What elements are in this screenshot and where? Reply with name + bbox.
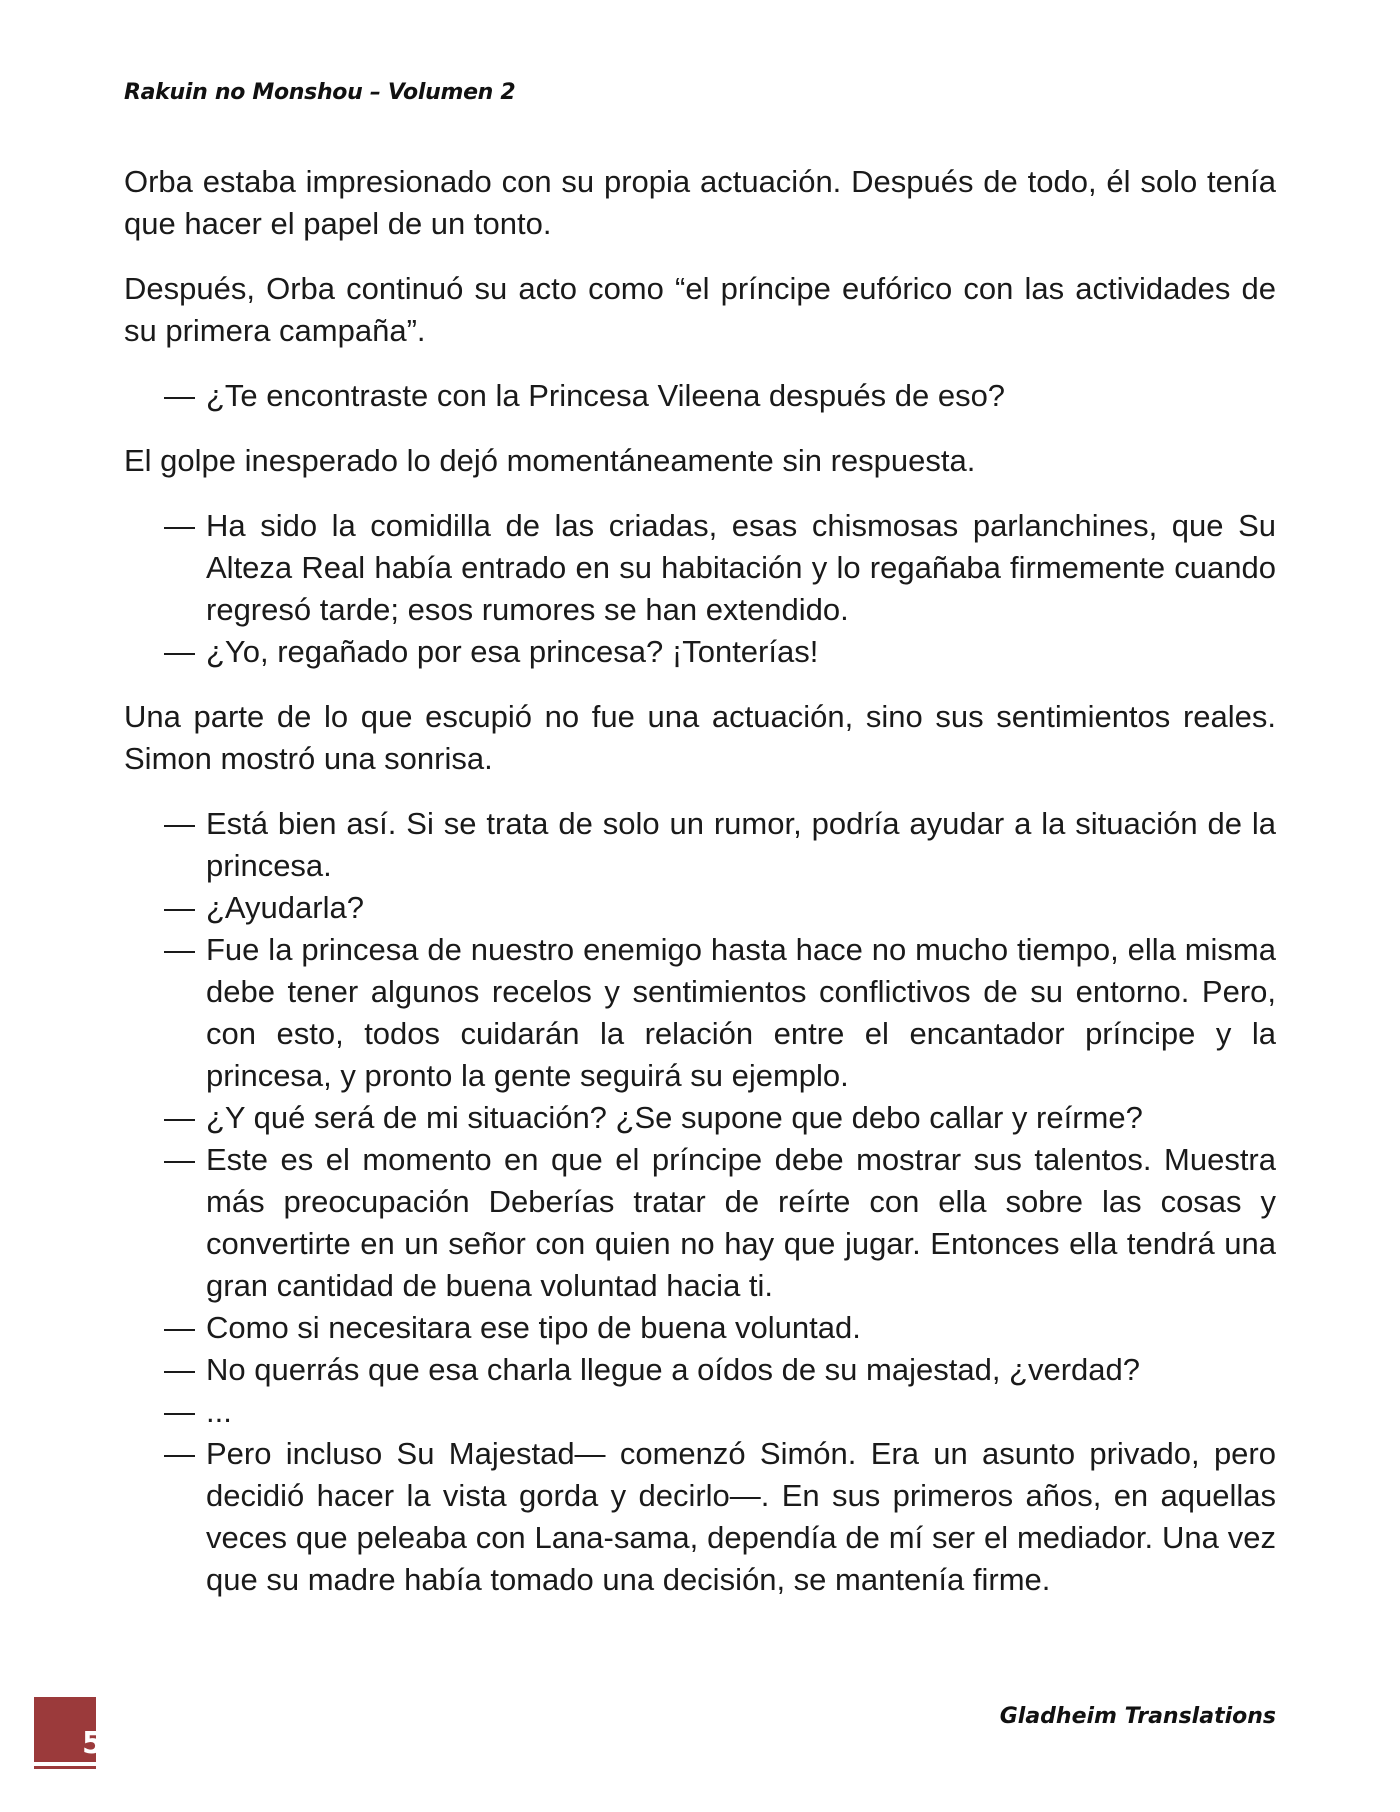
dialogue-group [124, 375, 1276, 417]
em-dash: — [164, 890, 195, 925]
dialogue-line [124, 929, 1276, 1097]
dialogue-text: Fue la princesa de nuestro enemigo hasta hace no mucho tiempo, ella misma debe tener algunos recelos y sentimientos conflictivos de su entorno. Pero, con esto, todos cuidarán la relación entre el encantador príncipe y la princesa, y pronto la gente seguirá su ejemplo. [206, 932, 1276, 1093]
dialogue-line [124, 1139, 1276, 1307]
paragraph: Orba estaba impresionado con su propia actuación. Después de todo, él solo tenía que hacer el papel de un tonto. [124, 164, 1276, 241]
em-dash: — [164, 1100, 195, 1135]
dialogue-line [124, 1433, 1276, 1601]
dialogue-line [124, 1097, 1276, 1139]
dialogue-line [124, 1307, 1276, 1349]
running-header-title: Rakuin no Monshou – Volumen 2 [124, 80, 516, 105]
dialogue-line [124, 631, 1276, 673]
em-dash: — [164, 1142, 195, 1177]
em-dash: — [164, 806, 195, 841]
paragraph: Una parte de lo que escupió no fue una actuación, sino sus sentimientos reales. Simon mostró una sonrisa. [124, 699, 1276, 776]
dialogue-text: ¿Y qué será de mi situación? ¿Se supone que debo callar y reírme? [206, 1100, 1143, 1135]
page-number: 5 [82, 1726, 103, 1761]
dialogue-line [124, 803, 1276, 887]
dialogue-text: Está bien así. Si se trata de solo un rumor, podría ayudar a la situación de la princesa. [206, 806, 1276, 883]
paragraph: El golpe inesperado lo dejó momentáneamente sin respuesta. [124, 443, 976, 478]
dialogue-text: No querrás que esa charla llegue a oídos de su majestad, ¿verdad? [206, 1352, 1141, 1387]
dialogue-text: ¿Yo, regañado por esa princesa? ¡Tonterías! [206, 634, 819, 669]
dialogue-text: Como si necesitara ese tipo de buena voluntad. [206, 1310, 861, 1345]
dialogue-line [124, 1349, 1276, 1391]
em-dash: — [164, 1310, 195, 1345]
dialogue-text: Pero incluso Su Majestad— comenzó Simón. Era un asunto privado, pero decidió hacer la vista gorda y decirlo—. En sus primeros años, en aquellas veces que peleaba con Lana-sama, dependía de mí ser el mediador. Una vez que su madre había tomado una decisión, se mantenía firme. [206, 1436, 1276, 1597]
em-dash: — [164, 932, 195, 967]
em-dash: — [164, 508, 195, 543]
dialogue-line [124, 505, 1276, 631]
dialogue-group [124, 803, 1276, 1601]
footer-credit: Gladheim Translations [999, 1704, 1276, 1729]
paragraph: Después, Orba continuó su acto como “el príncipe eufórico con las actividades de su primera campaña”. [124, 271, 1276, 348]
dialogue-text: ¿Ayudarla? [206, 890, 364, 925]
em-dash: — [164, 378, 195, 413]
dialogue-text: Ha sido la comidilla de las criadas, esas chismosas parlanchines, que Su Alteza Real había entrado en su habitación y lo regañaba firmemente cuando regresó tarde; esos rumores se han extendido. [206, 508, 1276, 627]
dialogue-line [124, 375, 1276, 417]
dialogue-text: ¿Te encontraste con la Princesa Vileena después de eso? [206, 378, 1006, 413]
dialogue-text: ... [206, 1394, 232, 1429]
dialogue-text: Este es el momento en que el príncipe debe mostrar sus talentos. Muestra más preocupación Deberías tratar de reírte con ella sobre las cosas y convertirte en un señor con quien no hay que jugar. Entonces ella tendrá una gran cantidad de buena voluntad hacia ti. [206, 1142, 1276, 1303]
em-dash: — [164, 634, 195, 669]
dialogue-line [124, 887, 1276, 929]
em-dash: — [164, 1352, 195, 1387]
dialogue-group [124, 505, 1276, 673]
em-dash: — [164, 1436, 195, 1471]
dialogue-line [124, 1391, 1276, 1433]
page-number-underline [34, 1766, 96, 1769]
page-body [124, 161, 1276, 1624]
em-dash: — [164, 1394, 195, 1429]
